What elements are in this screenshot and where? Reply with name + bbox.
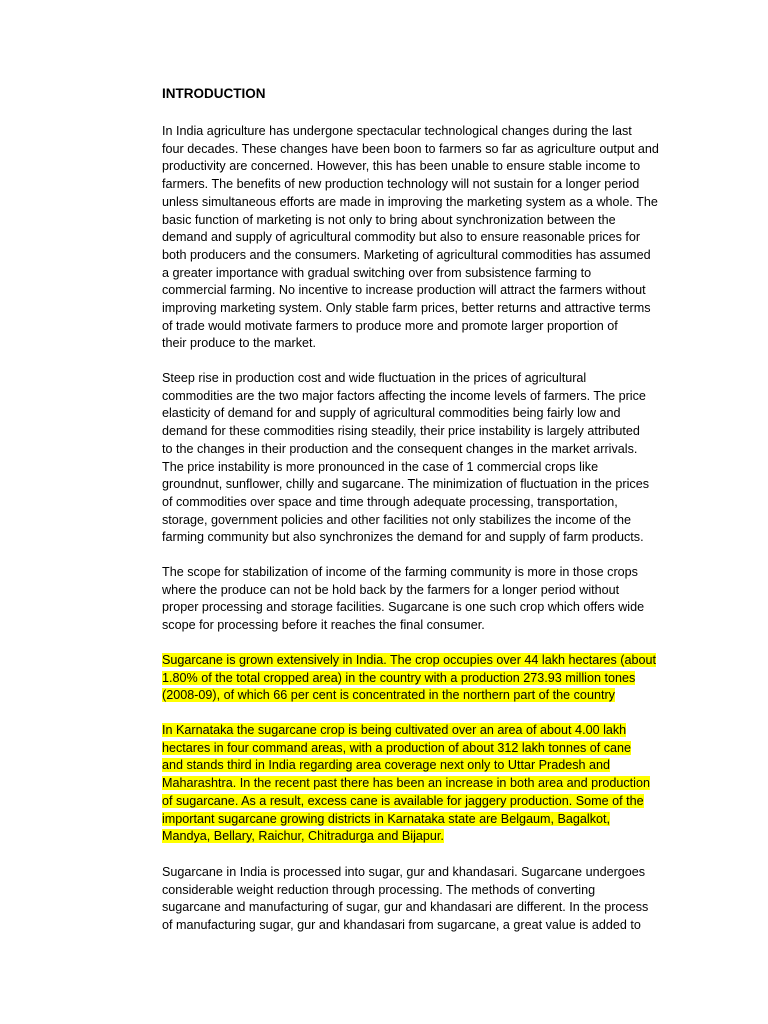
line-text: sugarcane and manufacturing of sugar, gur and khandasari are different. In the process [162, 900, 649, 915]
paragraph-line [162, 388, 692, 406]
paragraph-line [162, 123, 692, 141]
paragraph-line [162, 176, 692, 194]
paragraph-line [162, 899, 692, 917]
line-text: of trade would motivate farmers to produce more and promote larger proportion of [162, 318, 618, 333]
line-text: a greater importance with gradual switching over from subsistence farming to [162, 265, 592, 280]
line-text: demand for these commodities rising steadily, their price instability is largely attributed [162, 424, 640, 439]
paragraph-line [162, 740, 692, 758]
line-text: unless simultaneous efforts are made in improving the marketing system as a whole. The [162, 194, 658, 209]
line-text: their produce to the market. [162, 336, 317, 351]
paragraph-line [162, 318, 692, 336]
line-text: both producers and the consumers. Marketing of agricultural commodities has assumed [162, 247, 651, 262]
paragraph-line [162, 423, 692, 441]
line-text: In Karnataka the sugarcane crop is being cultivated over an area of about 4.00 lakh [162, 723, 627, 737]
line-text: proper processing and storage facilities. Sugarcane is one such crop which offers wide [162, 600, 645, 615]
line-text: to the changes in their production and the consequent changes in the market arrivals. [162, 441, 638, 456]
line-text: Sugarcane is grown extensively in India. The crop occupies over 44 lakh hectares (about [162, 653, 657, 667]
paragraph-line [162, 564, 692, 582]
line-text: The price instability is more pronounced in the case of 1 commercial crops like [162, 459, 599, 474]
paragraph-line [162, 722, 692, 740]
line-text: of sugarcane. As a result, excess cane is available for jaggery production. Some of the [162, 793, 644, 808]
line-text: In India agriculture has undergone spectacular technological changes during the last [162, 124, 632, 138]
paragraph-line [162, 917, 692, 935]
line-text: of commodities over space and time through adequate processing, transportation, [162, 494, 618, 509]
paragraph-line [162, 512, 692, 530]
paragraph-line [162, 158, 692, 176]
line-text: The scope for stabilization of income of the farming community is more in those crops [162, 565, 638, 579]
paragraph [162, 123, 692, 353]
highlighted-paragraph [162, 652, 692, 705]
line-text: Maharashtra. In the recent past there has been an increase in both area and production [162, 776, 650, 791]
line-text: Mandya, Bellary, Raichur, Chitradurga and Bijapur. [162, 829, 444, 844]
line-text: Steep rise in production cost and wide fluctuation in the prices of agricultural [162, 371, 587, 385]
line-text: farmers. The benefits of new production technology will not sustain for a longer period [162, 177, 640, 192]
line-text: productivity are concerned. However, this has been unable to ensure stable income to [162, 159, 641, 174]
line-text: storage, government policies and other facilities not only stabilizes the income of the [162, 512, 632, 527]
paragraph-line [162, 757, 692, 775]
paragraph-line [162, 811, 692, 829]
line-text: hectares in four command areas, with a production of about 312 lakh tonnes of cane [162, 740, 632, 755]
line-text: basic function of marketing is not only to bring about synchronization between the [162, 212, 616, 227]
paragraph-line [162, 247, 692, 265]
line-text: demand and supply of agricultural commodity but also to ensure reasonable prices for [162, 230, 641, 245]
highlighted-paragraph [162, 722, 692, 846]
line-text: of manufacturing sugar, gur and khandasari from sugarcane, a great value is added to [162, 918, 641, 933]
paragraph [162, 864, 692, 935]
paragraph [162, 370, 692, 547]
paragraph-line [162, 617, 692, 635]
line-text: commercial farming. No incentive to increase production will attract the farmers without [162, 283, 646, 298]
paragraph-line [162, 141, 692, 159]
paragraph-line [162, 476, 692, 494]
line-text: considerable weight reduction through processing. The methods of converting [162, 882, 596, 897]
line-text: important sugarcane growing districts in Karnataka state are Belgaum, Bagalkot, [162, 811, 611, 826]
paragraph-line [162, 494, 692, 512]
paragraph-line [162, 212, 692, 230]
paragraph-line [162, 882, 692, 900]
paragraph-line [162, 300, 692, 318]
paragraph [162, 564, 692, 635]
paragraph-line [162, 441, 692, 459]
paragraph-line [162, 687, 692, 705]
paragraph-line [162, 405, 692, 423]
line-text: scope for processing before it reaches the final consumer. [162, 618, 485, 633]
line-text: four decades. These changes have been boon to farmers so far as agriculture output and [162, 141, 659, 156]
line-text: improving marketing system. Only stable farm prices, better returns and attractive terms [162, 301, 651, 316]
paragraph-line [162, 265, 692, 283]
line-text: farming community but also synchronizes the demand for and supply of farm products. [162, 530, 644, 545]
line-text: (2008-09), of which 66 per cent is concentrated in the northern part of the country [162, 688, 615, 703]
line-text: Sugarcane in India is processed into sugar, gur and khandasari. Sugarcane undergoes [162, 865, 646, 879]
paragraph-line [162, 652, 692, 670]
paragraph-line [162, 370, 692, 388]
line-text: 1.80% of the total cropped area) in the country with a production 273.93 million tones [162, 670, 636, 685]
line-text: and stands third in India regarding area coverage next only to Uttar Pradesh and [162, 758, 611, 773]
paragraph-line [162, 828, 692, 846]
paragraph-line [162, 529, 692, 547]
line-text: where the produce can not be hold back by the farmers for a longer period without [162, 582, 620, 597]
paragraph-line [162, 670, 692, 688]
line-text: elasticity of demand for and supply of agricultural commodities being fairly low and [162, 406, 621, 421]
paragraph-line [162, 335, 692, 353]
page-title: INTRODUCTION [162, 86, 266, 101]
line-text: commodities are the two major factors affecting the income levels of farmers. The price [162, 388, 646, 403]
paragraph-line [162, 864, 692, 882]
line-text: groundnut, sunflower, chilly and sugarcane. The minimization of fluctuation in the prices [162, 477, 649, 492]
paragraph-line [162, 582, 692, 600]
paragraph-line [162, 459, 692, 477]
paragraph-line [162, 793, 692, 811]
paragraph-line [162, 282, 692, 300]
paragraph-line [162, 599, 692, 617]
paragraph-line [162, 229, 692, 247]
paragraph-line [162, 194, 692, 212]
paragraph-line [162, 775, 692, 793]
